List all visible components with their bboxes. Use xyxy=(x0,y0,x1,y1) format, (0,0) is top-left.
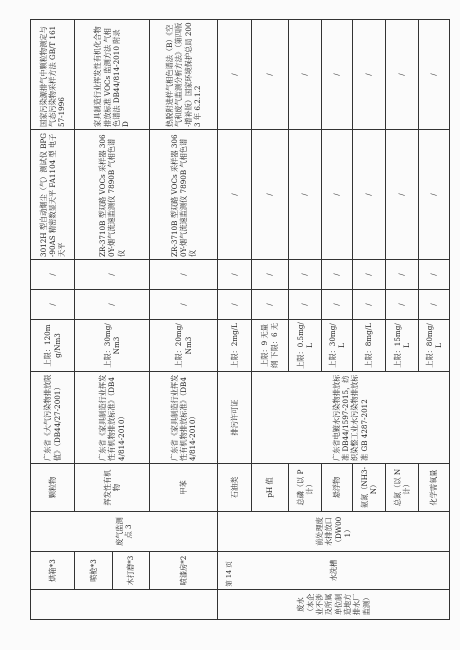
cell: / xyxy=(352,130,385,260)
cell: 前处理废水排放口（DW001） xyxy=(218,512,450,552)
cell: 广东省《家具制造行业挥发性有机物排放标准》（DB44/814-2010） xyxy=(75,372,150,464)
cell: / xyxy=(419,290,450,320)
cell: / xyxy=(288,260,321,290)
cell: / xyxy=(251,20,288,130)
cell: 水洗槽 xyxy=(218,552,450,590)
cell: 家具制造行业挥发性有机化合物排放标准 VOCs 监测方法 气相色谱法 DB44/814-2010 附录 D xyxy=(75,20,150,130)
cell: 上限：20mg/Nm3 xyxy=(150,320,218,372)
cell: 上限：9 无量纲 下限：6 无 xyxy=(251,320,288,372)
cell: / xyxy=(419,20,450,130)
cell: 挥发性有机物 xyxy=(75,464,150,512)
cell: / xyxy=(251,260,288,290)
cell: 化学需氧量 xyxy=(419,464,450,512)
cell: 喷漆房*2 xyxy=(150,552,218,590)
cell: / xyxy=(75,290,150,320)
cell: 上限：15mg/L xyxy=(386,320,419,372)
cell: / xyxy=(288,130,321,260)
cell: 喷枪*3 xyxy=(75,552,112,590)
cell: / xyxy=(386,20,419,130)
cell: 石油类 xyxy=(218,464,251,512)
cell: / xyxy=(352,260,385,290)
cell: / xyxy=(419,130,450,260)
cell: / xyxy=(218,130,251,260)
cell: 颗粒物 xyxy=(31,464,75,512)
cell: 废气监测点 3 xyxy=(31,512,218,552)
cell: 排污许可证 xyxy=(218,372,251,464)
cell: / xyxy=(322,130,353,260)
cell: 上限：80mg/L xyxy=(419,320,450,372)
cell: / xyxy=(31,260,75,290)
cell: / xyxy=(386,290,419,320)
cell: 氨氮（NH3-N） xyxy=(352,464,385,512)
cell: / xyxy=(75,260,150,290)
cell: 上限：2mg/L xyxy=(218,320,251,372)
cell: / xyxy=(288,20,321,130)
cell: 木打磨*3 xyxy=(112,552,149,590)
cell: / xyxy=(251,290,288,320)
cell: 悬浮物 xyxy=(322,464,353,512)
cell: / xyxy=(150,290,218,320)
cell: / xyxy=(150,260,218,290)
cell: / xyxy=(352,20,385,130)
cell: / xyxy=(386,260,419,290)
table-row xyxy=(218,20,251,620)
cell: 烘箱*3 xyxy=(31,552,75,590)
cell: 甲苯 xyxy=(150,464,218,512)
cell: pH 值 xyxy=(251,464,288,512)
page-number: 第 14 页 xyxy=(225,561,233,587)
table-row xyxy=(31,20,75,620)
cell: 广东省电镀水污染物排放标准 DB44/1597-2015，纺织染整工业水污染物排放标准 GB 4287-2012 xyxy=(251,372,450,464)
cell: / xyxy=(386,130,419,260)
cell: / xyxy=(31,290,75,320)
monitoring-table xyxy=(30,19,450,620)
cell: 上限：120mg/Nm3 xyxy=(31,320,75,372)
cell: / xyxy=(322,260,353,290)
cell: 总氮（以 N 计） xyxy=(386,464,419,512)
cell: ZR-3710B 型双路 VOCs 采样器 3060Y-烟气流速监测仪 7890B 气相色谱仪 xyxy=(150,130,218,260)
cell: 广东省《家具制造行业挥发性有机物排放标准》（DB44/814-2010） xyxy=(150,372,218,464)
cell: / xyxy=(322,290,353,320)
cell: / xyxy=(419,260,450,290)
cell: / xyxy=(288,290,321,320)
cell: / xyxy=(251,130,288,260)
cell: / xyxy=(218,20,251,130)
cell: 国家污染源排气中颗粒物测定与气态污染物采样方法 GB/T 16157-1996 xyxy=(31,20,75,130)
cell: / xyxy=(218,290,251,320)
cell: 废水（本企业不涉及所属单位制造地方排水厂监测） xyxy=(218,590,450,620)
cell: 上限：0.5mg/L xyxy=(288,320,321,372)
cell xyxy=(31,590,218,620)
cell: 热脱附进样气相色谱法（B）《空气和废气监测分析方法》（第四版·增补版）国家环境保护总局 2003 年 6.2.1.2 xyxy=(150,20,218,130)
rotated-table-container xyxy=(30,20,450,620)
cell: 上限：8mg/L xyxy=(352,320,385,372)
cell: / xyxy=(322,20,353,130)
cell: 上限：30mg/Nm3 xyxy=(75,320,150,372)
cell: / xyxy=(352,290,385,320)
cell: ZR-3710B 型双路 VOCs 采样器 3060Y-烟气流速监测仪 7890B 气相色谱仪 xyxy=(75,130,150,260)
cell: 3012H 型自动烟尘（气）测试仪 BPG-90AS 精密数显天平 FA1104 型 电子天平 xyxy=(31,130,75,260)
cell: 上限：30mg/L xyxy=(322,320,353,372)
cell: / xyxy=(218,260,251,290)
cell: 广东省《大气污染物排放限值》（DB44/27-2001） xyxy=(31,372,75,464)
cell: 总磷（以 P 计） xyxy=(288,464,321,512)
